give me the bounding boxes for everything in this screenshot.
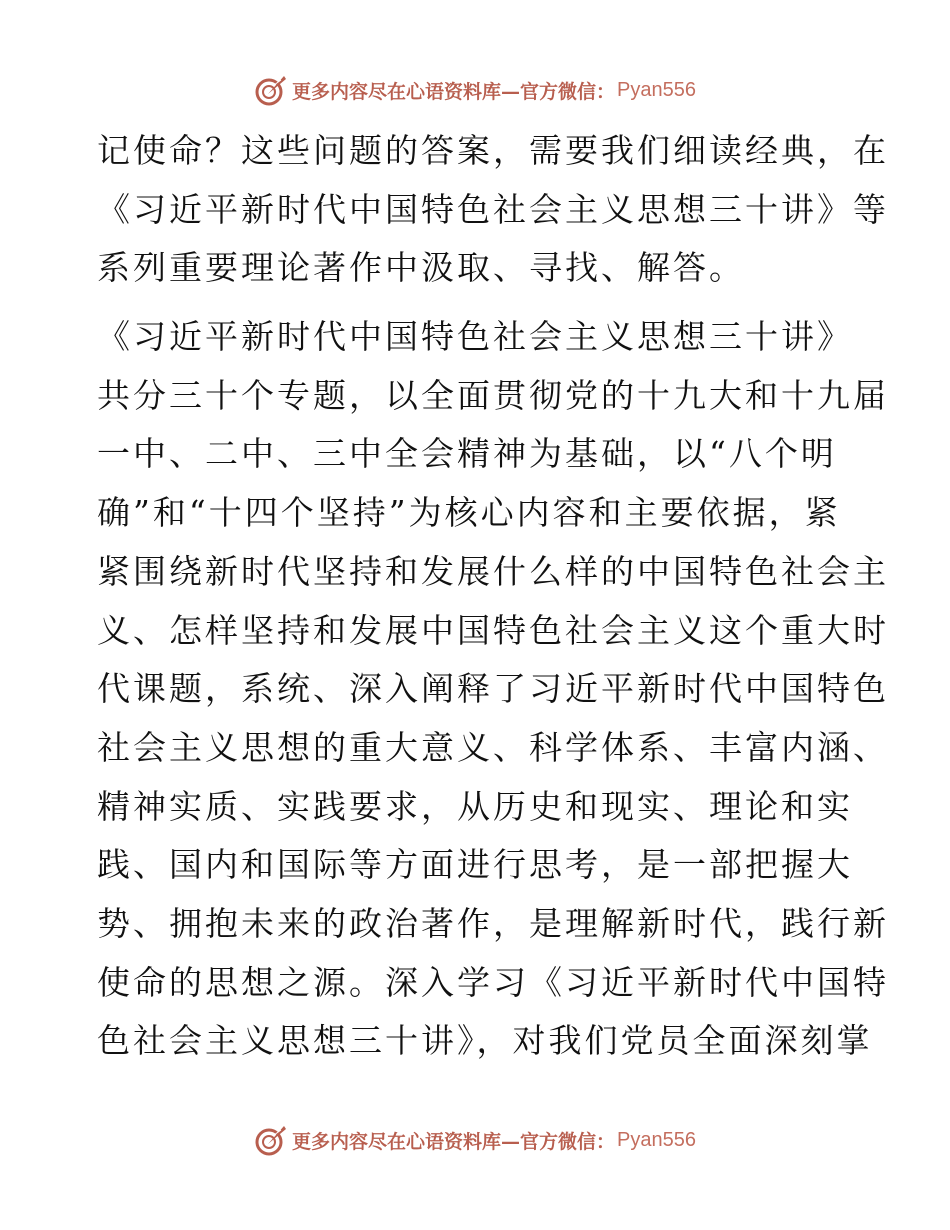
watermark-text: 更多内容尽在心语资料库—官方微信： — [292, 80, 616, 103]
text-line: 社会主义思想的重大意义、科学体系、丰富内涵、 — [97, 727, 889, 767]
paragraph — [97, 122, 889, 298]
text-line: 势、拥抱未来的政治著作，是理解新时代，践行新 — [97, 903, 889, 943]
text-line: 代课题，系统、深入阐释了习近平新时代中国特色 — [97, 669, 889, 709]
footer-watermark — [0, 1120, 950, 1160]
text-line: 紧围绕新时代坚持和发展什么样的中国特色社会主 — [97, 551, 889, 591]
quill-logo-icon — [254, 73, 288, 107]
document-body — [97, 122, 889, 1071]
text-line: 共分三十个专题，以全面贯彻党的十九大和十九届 — [97, 375, 889, 415]
watermark-wechat-id: Pyan556 — [617, 1128, 696, 1151]
quill-logo-icon — [254, 1123, 288, 1157]
text-line: 系列重要理论著作中汲取、寻找、解答。 — [97, 248, 745, 288]
watermark-wechat-id: Pyan556 — [617, 78, 696, 101]
watermark-text: 更多内容尽在心语资料库—官方微信： — [292, 1130, 616, 1153]
text-line: 一中、二中、三中全会精神为基础，以“八个明 — [97, 434, 837, 474]
text-line: 确”和“十四个坚持”为核心内容和主要依据，紧 — [97, 493, 841, 533]
text-line: 《习近平新时代中国特色社会主义思想三十讲》 — [97, 317, 853, 357]
text-line: 使命的思想之源。深入学习《习近平新时代中国特 — [97, 962, 889, 1002]
header-watermark — [0, 70, 950, 110]
text-line: 精神实质、实践要求，从历史和现实、理论和实 — [97, 786, 853, 826]
paragraph — [97, 308, 889, 1071]
text-line: 《习近平新时代中国特色社会主义思想三十讲》等 — [97, 189, 889, 229]
text-line: 记使命？这些问题的答案，需要我们细读经典，在 — [97, 131, 889, 170]
text-line: 义、怎样坚持和发展中国特色社会主义这个重大时 — [97, 610, 889, 650]
text-line: 色社会主义思想三十讲》，对我们党员全面深刻掌 — [97, 1021, 873, 1061]
text-line: 践、国内和国际等方面进行思考，是一部把握大 — [97, 845, 853, 885]
